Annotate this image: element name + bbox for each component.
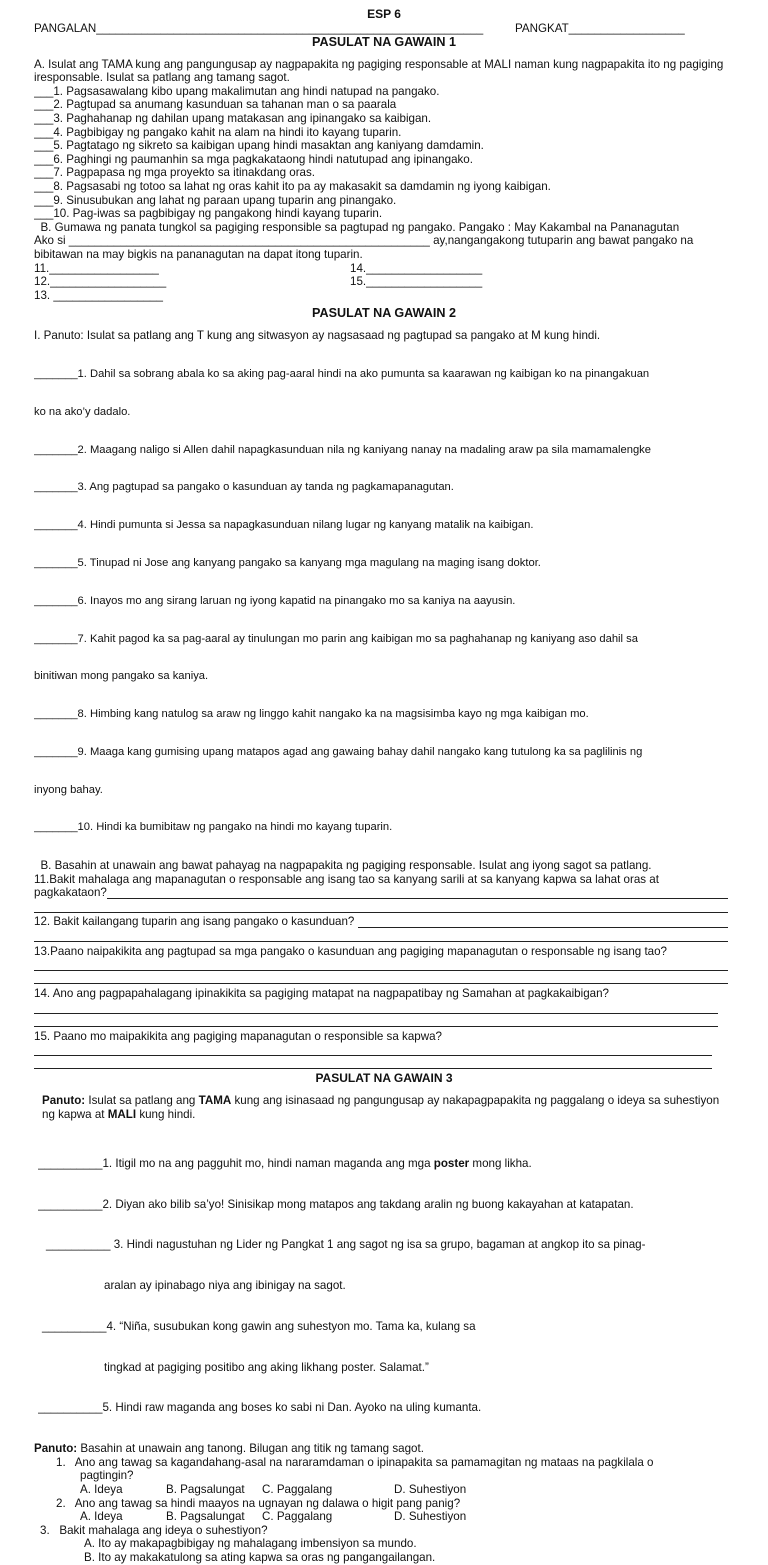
- list-item: tingkad at pagiging positibo ang aking likhang poster. Salamat.”: [104, 1360, 429, 1374]
- mali-keyword: MALI: [107, 1107, 137, 1121]
- question-11-row: [34, 886, 734, 900]
- name-field[interactable]: PANGALAN____________________________________________________________: [34, 21, 484, 35]
- mc-question-3: 3. Bakit mahalaga ang ideya o suhestiyon?: [40, 1523, 268, 1537]
- gawain3-title: PASULAT NA GAWAIN 3: [315, 1071, 453, 1086]
- subject-title: ESP 6: [367, 7, 401, 21]
- list-item: _______2. Maagang naligo si Allen dahil napagkasunduan nila ng kaniyang nanay na madaling araw pa sila mamamalengke: [34, 443, 651, 456]
- list-item: ___7. Pagpapasa ng mga proyekto sa itinakdang oras.: [34, 166, 316, 180]
- list-item: _______1. Dahil sa sobrang abala ko sa aking pag-aaral hindi na ako pumunta sa kaarawan ng kaibigan ko na pinangakuan: [34, 368, 650, 381]
- mc-question-2: 2. Ano ang tawag sa hindi maayos na ugnayan ng dalawa o higit pang panig?: [56, 1496, 461, 1510]
- blank-15[interactable]: 15.__________________: [350, 275, 483, 289]
- panuto-text: kung hindi.: [136, 1107, 196, 1121]
- list-item: binitiwan mong pangako sa kaniya.: [34, 670, 209, 683]
- blank-14[interactable]: 14.__________________: [350, 261, 483, 275]
- list-item: __________ 3. Hindi nagustuhan ng Lider ng Pangkat 1 ang sagot ng isa sa grupo, bagaman at angkop ito sa pinag-: [46, 1238, 646, 1252]
- answer-line[interactable]: [34, 929, 728, 942]
- list-item: ___5. Pagtatago ng sikreto sa kaibigan upang hindi masaktan ang kaniyang damdamin.: [34, 139, 484, 153]
- mc-question-1: 1. Ano ang tawag sa kagandahang-asal na nararamdaman o ipinapakita sa pamamagitan ng mataas na pagkilala o: [56, 1455, 654, 1469]
- list-item: __________5. Hindi raw maganda ang boses ko sabi ni Dan. Ayoko na uling kumanta.: [38, 1401, 482, 1415]
- list-item: ___3. Paghahanap ng dahilan upang matakasan ang ipinangako sa kaibigan.: [34, 111, 432, 125]
- answer-line[interactable]: [34, 1001, 718, 1014]
- blank-13[interactable]: 13. _________________: [34, 288, 163, 302]
- question-12-row: [34, 915, 734, 929]
- panuto-text: Isulat sa patlang ang: [85, 1094, 199, 1108]
- list-item: ___6. Paghingi ng paumanhin sa mga pagkakataong hindi natutupad ang ipinangako.: [34, 152, 473, 166]
- answer-line[interactable]: [34, 958, 728, 971]
- answer-line[interactable]: [107, 886, 728, 899]
- question-11: 11.Bakit mahalaga ang mapanagutan o responsable ang isang tao sa kanyang sarili at sa kanyang kapwa sa lahat oras at: [34, 872, 659, 886]
- question-15: 15. Paano mo maipakikita ang pagiging mapanagutan o responsible sa kapwa?: [34, 1029, 442, 1043]
- gawain1-title: PASULAT NA GAWAIN 1: [312, 34, 456, 49]
- panata-blanks: [34, 262, 734, 303]
- option[interactable]: B. Pagsalungat: [166, 1483, 245, 1496]
- option[interactable]: C. Paggalang: [262, 1510, 333, 1524]
- partB-line1: B. Gumawa ng panata tungkol sa pagiging responsible sa pagtupad ng pangako. Pangako : May Kakambal na Pananagutan: [34, 220, 680, 234]
- list-item: aralan ay ipinabago niya ang ibinigay na sagot.: [104, 1279, 346, 1293]
- list-item: _______5. Tinupad ni Jose ang kanyang pangako sa kanyang mga magulang na maging isang doktor.: [34, 556, 541, 569]
- list-item: _______3. Ang pagtupad sa pangako o kasunduan ay tanda ng pagkamapanagutan.: [34, 481, 454, 494]
- gawain3-items: [34, 1130, 734, 1443]
- list-item: _______6. Inayos mo ang sirang laruan ng iyong kapatid na pinangako mo sa kaniya na aayusin.: [34, 594, 516, 607]
- list-item: __________2. Diyan ako bilib sa’yo! Sinisikap mong matapos ang takdang aralin ng buong kakayahan at katapatan.: [38, 1197, 634, 1211]
- item-bold: poster: [433, 1156, 470, 1170]
- question-11-cont: pagkakataon?: [34, 886, 107, 900]
- tama-keyword: TAMA: [198, 1094, 232, 1108]
- mc-options-1: [34, 1483, 734, 1497]
- answer-line[interactable]: [34, 900, 728, 913]
- panuto-label: Panuto:: [42, 1094, 86, 1108]
- mc-options-2: [34, 1510, 734, 1524]
- gawain2-partB: B. Basahin at unawain ang bawat pahayag na nagpapakita ng pagiging responsable. Isulat ang iyong sagot sa patlang.: [34, 859, 652, 873]
- question-14: 14. Ano ang pagpapahalagang ipinakikita sa pagiging matapat na nagpapatibay ng Samahan at pagkakaibigan?: [34, 987, 609, 1001]
- list-item: ___2. Pagtupad sa anumang kasunduan sa tahanan man o sa paarala: [34, 98, 397, 112]
- option[interactable]: A. Ideya: [80, 1510, 123, 1524]
- blank-11[interactable]: 11._________________: [34, 261, 159, 275]
- list-item: _______9. Maaga kang gumising upang matapos agad ang gawaing bahay dahil nangako kang tutulong ka sa paglilinis ng: [34, 745, 643, 758]
- gawain3-instructions: [34, 1094, 734, 1121]
- answer-line[interactable]: [34, 1056, 712, 1069]
- answer-line[interactable]: [34, 1014, 718, 1027]
- list-item: [38, 1157, 734, 1171]
- mc-question-1-cont: pagtingin?: [80, 1469, 134, 1483]
- gawain2-instructions: I. Panuto: Isulat sa patlang ang T kung ang sitwasyon ay nagsasaad ng pagtupad sa pangako at M kung hindi.: [34, 329, 601, 343]
- option[interactable]: B. Ito ay makakatulong sa ating kapwa sa oras ng pangangailangan.: [84, 1550, 436, 1564]
- answer-line[interactable]: [34, 971, 728, 984]
- group-field[interactable]: PANGKAT__________________: [515, 21, 685, 35]
- list-item: _______8. Himbing kang natulog sa araw ng linggo kahit nangako ka na magsisimba kayo ng mga kaibigan mo.: [34, 708, 589, 721]
- worksheet: [34, 8, 734, 1565]
- list-item: ___8. Pagsasabi ng totoo sa lahat ng oras kahit ito pa ay makasakit sa damdamin ng iyong kaibigan.: [34, 179, 551, 193]
- panuto2: [34, 1442, 734, 1456]
- gawain2-title: PASULAT NA GAWAIN 2: [312, 306, 456, 321]
- item-text: __________1. Itigil mo na ang pagguhit mo, hindi naman maganda ang mga: [38, 1156, 434, 1170]
- gawain1-instructions: A. Isulat ang TAMA kung ang pangungusap ay nagpapakita ng pagiging responsable at MALI naman kung nagpapakita ito ng pagiging iresponsable. Isulat sa patlang ang tamang sagot.: [34, 57, 724, 85]
- list-item: _______7. Kahit pagod ka sa pag-aaral ay tinulungan mo parin ang kaibigan mo sa paghahanap ng kaniyang aso dahil sa: [34, 632, 638, 645]
- list-item: _______4. Hindi pumunta si Jessa sa napagkasunduan nilang lugar ng kanyang matalik na kaibigan.: [34, 519, 534, 532]
- option[interactable]: B. Pagsalungat: [166, 1510, 245, 1524]
- option[interactable]: A. Ito ay makapagbibigay ng mahalagang imbensiyon sa mundo.: [84, 1537, 417, 1551]
- list-item: ___1. Pagsasawalang kibo upang makalimutan ang hindi natupad na pangako.: [34, 84, 440, 98]
- list-item: ___10. Pag-iwas sa pagbibigay ng pangakong hindi kayang tuparin.: [34, 207, 383, 221]
- answer-line[interactable]: [358, 915, 728, 928]
- list-item: ___4. Pagbibigay ng pangako kahit na alam na hindi ito kayang tuparin.: [34, 125, 402, 139]
- gawain1-items: [34, 85, 734, 221]
- header-row: [34, 22, 734, 38]
- gawain2-items: [34, 343, 734, 859]
- question-13: 13.Paano naipakikita ang pagtupad sa mga pangako o kasunduan ang pagiging mapanagutan o responsable ng isang tao?: [34, 944, 668, 958]
- option[interactable]: A. Ideya: [80, 1483, 123, 1496]
- panuto-text: Basahin at unawain ang tanong. Bilugan ang titik ng tamang sagot.: [77, 1442, 424, 1456]
- question-12: 12. Bakit kailangang tuparin ang isang pangako o kasunduan?: [34, 915, 355, 928]
- item-text: mong likha.: [469, 1156, 532, 1170]
- blank-12[interactable]: 12.__________________: [34, 275, 167, 289]
- option[interactable]: D. Suhestiyon: [394, 1483, 467, 1496]
- answer-line[interactable]: [34, 1043, 712, 1056]
- partB-line2: Ako si ________________________________________________________ ay,nangangakong tutuparin ang bawat pangako na: [34, 234, 694, 248]
- partB-line3: bibitawan na may bigkis na pananagutan na dapat itong tuparin.: [34, 247, 363, 261]
- list-item: inyong bahay.: [34, 783, 103, 796]
- option[interactable]: C. Paggalang: [262, 1483, 333, 1496]
- list-item: _______10. Hindi ka bumibitaw ng pangako na hindi mo kayang tuparin.: [34, 821, 393, 834]
- panuto-label: Panuto:: [34, 1442, 78, 1456]
- panuto-text: kung ang isinasaad ng pangungusap ay nakapagpapakita ng paggalang o ideya sa suhestiyon ng kapwa at: [42, 1094, 720, 1121]
- list-item: ___9. Sinusubukan ang lahat ng paraan upang tuparin ang pinangako.: [34, 193, 397, 207]
- list-item: __________4. “Niña, susubukan kong gawin ang suhestyon mo. Tama ka, kulang sa: [42, 1319, 476, 1333]
- option[interactable]: D. Suhestiyon: [394, 1510, 467, 1524]
- list-item: ko na ako’y dadalo.: [34, 405, 131, 418]
